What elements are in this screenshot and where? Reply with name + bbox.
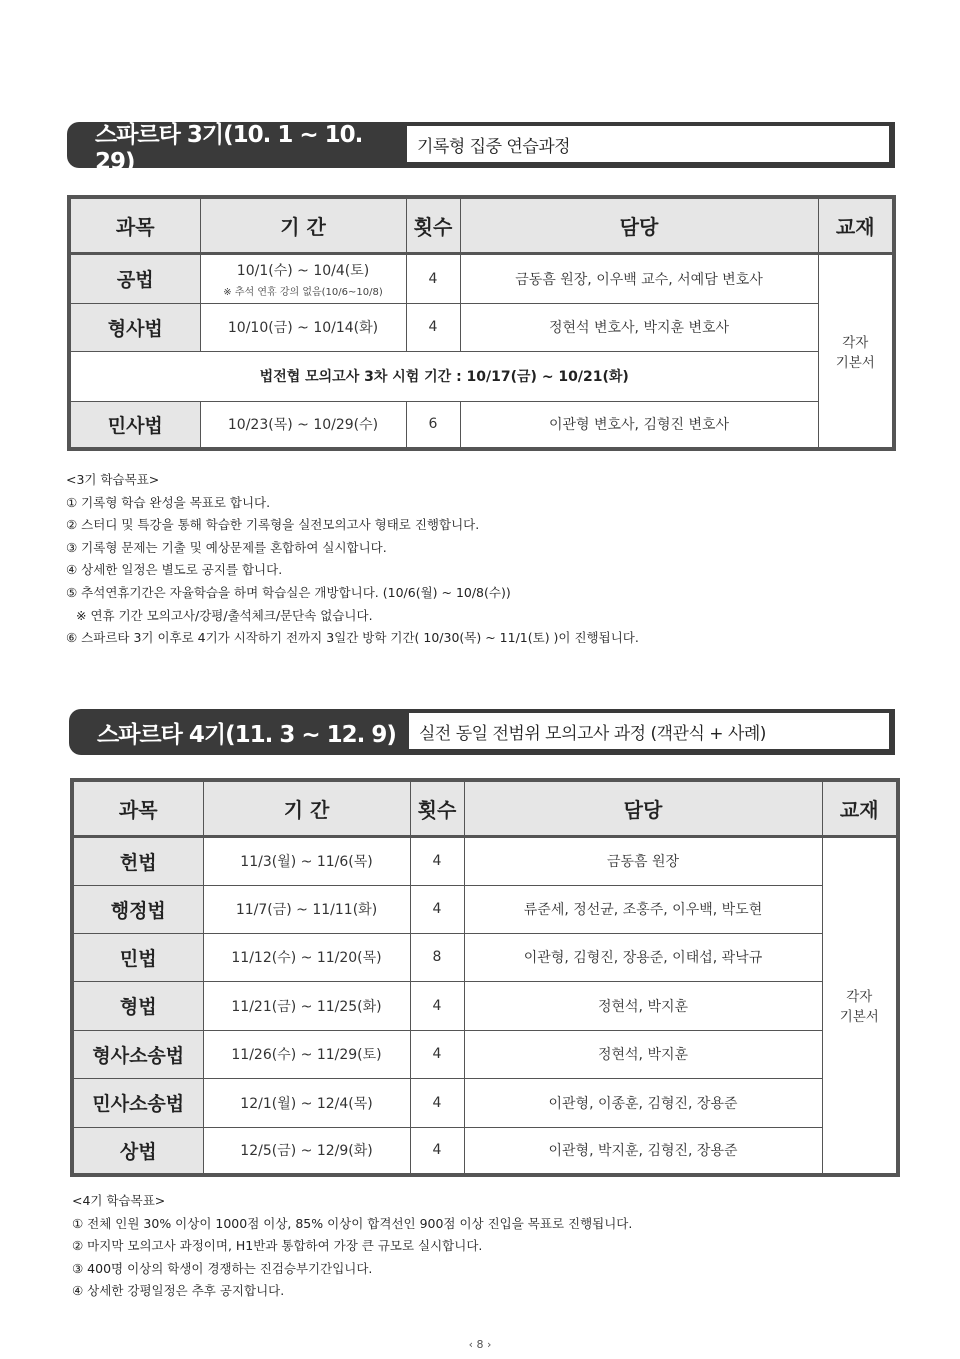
period-cell: 11/26(수) ~ 11/29(토) — [203, 1030, 410, 1078]
section3-banner-subtitle: 기록형 집중 연습과정 — [407, 126, 889, 162]
subject-cell: 형사소송법 — [72, 1030, 203, 1078]
count-cell: 4 — [410, 885, 464, 933]
table-row — [72, 981, 898, 1030]
instructor-cell: 이관형, 김형진, 장용준, 이태섭, 곽낙규 — [464, 933, 822, 981]
header-period: 기 간 — [203, 780, 410, 836]
section4-banner — [69, 709, 895, 755]
goal-item: ⑤ 추석연휴기간은 자율학습을 하며 학습실은 개방합니다. (10/6(월) ~ 10/8(수)) — [66, 584, 511, 600]
count-cell: 6 — [406, 401, 460, 449]
subject-cell: 형법 — [72, 981, 203, 1030]
count-cell: 4 — [410, 1030, 464, 1078]
period-cell: 11/21(금) ~ 11/25(화) — [203, 981, 410, 1030]
subject-cell: 민법 — [72, 933, 203, 981]
instructor-cell: 정현석, 박지훈 — [464, 981, 822, 1030]
goal-item: ② 스터디 및 특강을 통해 학습한 기록형을 실전모의고사 형태로 진행합니다. — [66, 517, 480, 533]
goal-item: ③ 기록형 문제는 기출 및 예상문제를 혼합하여 실시합니다. — [66, 539, 387, 555]
period-cell: 10/23(목) ~ 10/29(수) — [200, 401, 406, 449]
section4-goals — [72, 1190, 632, 1303]
goal-item: ※ 연휴 기간 모의고사/강평/출석체크/문단속 없습니다. — [76, 607, 373, 623]
instructor-cell: 금동흠 원장 — [464, 836, 822, 885]
textbook-cell: 각자 기본서 — [822, 836, 898, 1175]
instructor-cell: 정현석, 박지훈 — [464, 1030, 822, 1078]
count-cell: 4 — [410, 836, 464, 885]
header-count: 횟수 — [410, 780, 464, 836]
instructor-cell: 정현석 변호사, 박지훈 변호사 — [460, 303, 818, 351]
section4-banner-title: 스파르타 4기(11. 3 ~ 12. 9) — [69, 709, 409, 755]
table-row — [69, 401, 894, 449]
instructor-cell: 류준세, 정선균, 조홍주, 이우백, 박도현 — [464, 885, 822, 933]
section4-banner-subtitle: 실전 동일 전범위 모의고사 과정 (객관식 + 사례) — [409, 713, 889, 749]
subject-cell: 행정법 — [72, 885, 203, 933]
goals-title: <3기 학습목표> — [66, 472, 160, 487]
table-row — [72, 933, 898, 981]
count-cell: 4 — [406, 303, 460, 351]
subject-cell: 공법 — [69, 253, 200, 303]
table-row — [72, 1078, 898, 1127]
subject-cell: 민사소송법 — [72, 1078, 203, 1127]
section3-banner-title: 스파르타 3기(10. 1 ~ 10. 29) — [67, 122, 407, 168]
instructor-cell: 금동흠 원장, 이우백 교수, 서예담 변호사 — [460, 253, 818, 303]
period-text: 10/1(수) ~ 10/4(토) — [236, 262, 370, 279]
subject-cell: 민사법 — [69, 401, 200, 449]
goal-item: ④ 상세한 강평일정은 추후 공지합니다. — [72, 1283, 285, 1299]
instructor-cell: 이관형, 이종훈, 김형진, 장용준 — [464, 1078, 822, 1127]
count-cell: 8 — [410, 933, 464, 981]
count-cell: 4 — [406, 253, 460, 303]
table-row — [72, 1127, 898, 1175]
goals-title: <4기 학습목표> — [72, 1193, 166, 1208]
header-count: 횟수 — [406, 197, 460, 253]
table-row — [69, 253, 894, 303]
instructor-cell: 이관형, 박지훈, 김형진, 장용준 — [464, 1127, 822, 1175]
table-row — [72, 885, 898, 933]
period-cell: 11/12(수) ~ 11/20(목) — [203, 933, 410, 981]
header-period: 기 간 — [200, 197, 406, 253]
header-subject: 과목 — [72, 780, 203, 836]
instructor-cell: 이관형 변호사, 김형진 변호사 — [460, 401, 818, 449]
count-cell: 4 — [410, 1127, 464, 1175]
period-cell: 10/10(금) ~ 10/14(화) — [200, 303, 406, 351]
period-cell: 12/1(월) ~ 12/4(목) — [203, 1078, 410, 1127]
section4-schedule-table — [70, 778, 900, 1177]
goal-item: ① 전체 인원 30% 이상이 1000점 이상, 85% 이상이 합격선인 900점 이상 진입을 목표로 진행됩니다. — [72, 1215, 633, 1231]
header-subject: 과목 — [69, 197, 200, 253]
period-cell: 12/5(금) ~ 12/9(화) — [203, 1127, 410, 1175]
period-note: ※ 추석 연휴 강의 없음(10/6~10/8) — [223, 286, 383, 298]
subject-cell: 형사법 — [69, 303, 200, 351]
header-textbook: 교재 — [818, 197, 894, 253]
period-cell: 11/7(금) ~ 11/11(화) — [203, 885, 410, 933]
exam-notice-row — [69, 351, 894, 401]
goal-item: ③ 400명 이상의 학생이 경쟁하는 진검승부기간입니다. — [72, 1260, 373, 1276]
section3-schedule-table — [67, 195, 896, 451]
header-textbook: 교재 — [822, 780, 898, 836]
count-cell: 4 — [410, 1078, 464, 1127]
period-cell — [200, 253, 406, 303]
textbook-cell: 각자 기본서 — [818, 253, 894, 449]
header-instructor: 담당 — [460, 197, 818, 253]
goal-item: ④ 상세한 일정은 별도로 공지를 합니다. — [66, 562, 283, 578]
goal-item: ① 기록형 학습 완성을 목표로 합니다. — [66, 494, 271, 510]
count-cell: 4 — [410, 981, 464, 1030]
subject-cell: 헌법 — [72, 836, 203, 885]
table-row — [69, 303, 894, 351]
period-cell: 11/3(월) ~ 11/6(목) — [203, 836, 410, 885]
page-number: ‹ 8 › — [468, 1338, 492, 1351]
section3-goals — [66, 469, 639, 650]
table-row — [72, 836, 898, 885]
header-instructor: 담당 — [464, 780, 822, 836]
subject-cell: 상법 — [72, 1127, 203, 1175]
goal-item: ⑥ 스파르타 3기 이후로 4기가 시작하기 전까지 3일간 방학 기간( 10/30(목) ~ 11/1(토) )이 진행됩니다. — [66, 630, 639, 646]
goal-item: ② 마지막 모의고사 과정이며, H1반과 통합하여 가장 큰 규모로 실시합니다. — [72, 1238, 483, 1254]
table-row — [72, 1030, 898, 1078]
section3-banner — [67, 121, 895, 175]
exam-notice: 법전협 모의고사 3차 시험 기간 : 10/17(금) ~ 10/21(화) — [69, 351, 818, 401]
